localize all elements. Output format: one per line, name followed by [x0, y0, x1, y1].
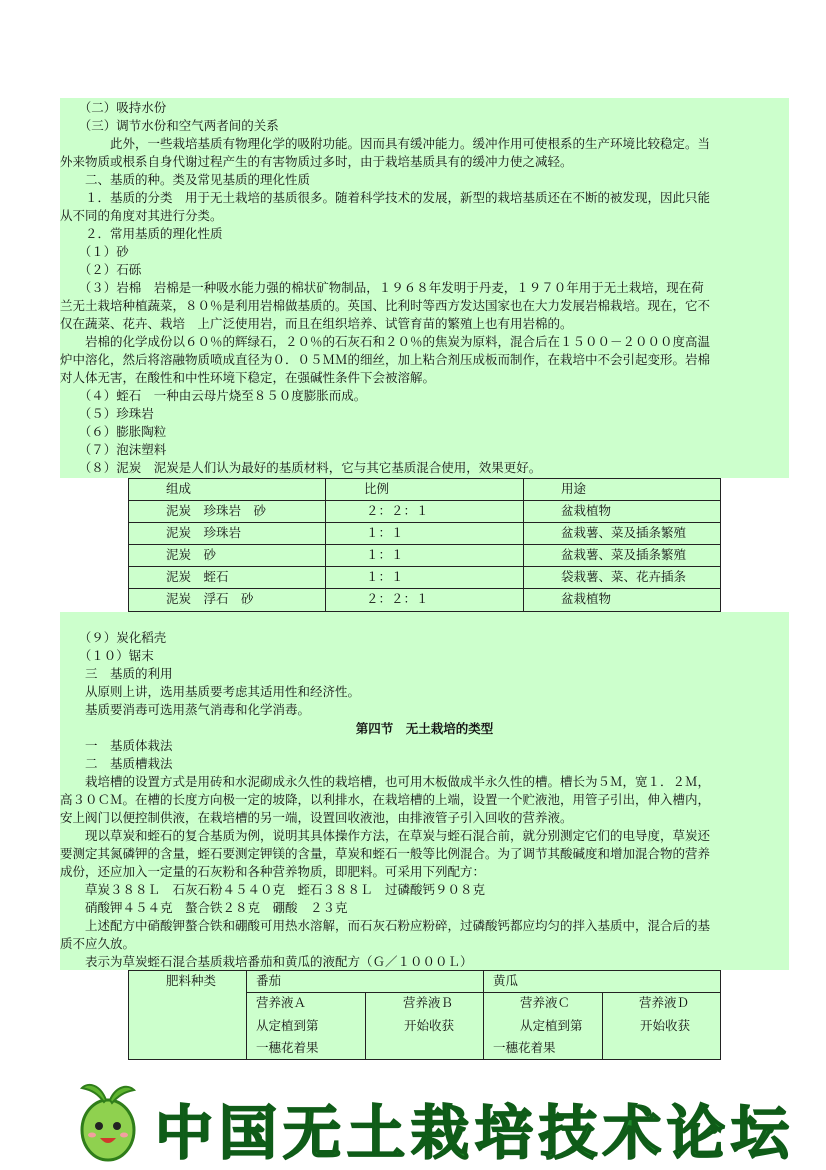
text-line: 此外，一些栽培基质有物理化学的吸附功能。因而具有缓冲能力。缓冲作用可使根系的生产环境比较稳定。当: [60, 136, 711, 151]
table-row: ２：２：１: [366, 591, 429, 606]
text-line: 上述配方中硝酸钾螯合铁和硼酸可用热水溶解，而石灰石粉应粉碎，过磷酸钙都应均匀的拌入基质中，混合后的基: [60, 918, 711, 933]
text-line: （三）调节水份和空气两者间的关系: [60, 118, 279, 133]
crop-cucumber-header: 黄瓜: [493, 973, 519, 988]
text-line: 岩棉的化学成份以６０％的辉绿石，２０％的石灰石和２０％的焦炭为原料，混合后在１５００－２０００度高温: [60, 334, 711, 349]
table-row: 盆栽薯、菜及插条繁殖: [561, 547, 687, 562]
text-block-substrate-types: [60, 98, 789, 478]
solution-a-header: 营养液Ａ: [256, 995, 307, 1010]
text-line: （６）膨胀陶粒: [60, 424, 167, 439]
text-line: （７）泡沫塑料: [60, 442, 167, 457]
section-title: 第四节 无土栽培的类型: [355, 721, 494, 736]
table1-header-use: 用途: [561, 481, 587, 496]
text-line: （８）泥炭 泥炭是人们认为最好的基质材料，它与其它基质混合使用，效果更好。: [60, 460, 542, 475]
text-line: （１０）锯末: [60, 648, 154, 663]
text-line: 炉中溶化，然后将溶融物质喷成直径为０．０５ＭＭ的细丝，加上粘合剂压成板而制作，在栽培中不会引起变形。岩棉: [60, 352, 711, 367]
forum-logo-text: 中国无土栽培技术论坛: [155, 1099, 796, 1167]
substrate-mix-table: [128, 478, 721, 612]
solution-d-header: 营养液Ｄ: [639, 995, 690, 1010]
text-line: 质不应久放。: [60, 936, 136, 951]
text-line: 现以草炭和蛭石的复合基质为例，说明其具体操作方法，在草炭与蛭石混合前，就分别测定它们的电导度，草炭还: [60, 828, 711, 843]
solution-c-header: 营养液Ｃ: [520, 995, 571, 1010]
table-row: 泥炭 砂: [166, 547, 217, 562]
crop-tomato-header: 番茄: [256, 973, 282, 988]
table-row: 盆栽植物: [561, 591, 612, 606]
text-line: 成份，还应加入一定量的石灰粉和各种营养物质，即肥料。可采用下列配方：: [60, 864, 486, 879]
table-row: 泥炭 浮石 砂: [166, 591, 254, 606]
table-row: 盆栽薯、菜及插条繁殖: [561, 525, 687, 540]
text-line: 外来物质或根系自身代谢过程产生的有害物质过多时，由于栽培基质具有的缓冲力使之减轻。: [60, 154, 573, 169]
table1-header-ratio: 比例: [364, 481, 390, 496]
text-line: 要测定其氮磷钾的含量，蛭石要测定钾镁的含量，草炭和蛭石一般等比例混合。为了调节其酸碱度和增加混合物的营养: [60, 846, 711, 861]
table-row: ２：２：１: [366, 503, 429, 518]
table-row: 盆栽植物: [561, 503, 612, 518]
text-line: （３）岩棉 岩棉是一种吸水能力强的棉状矿物制品，１９６８年发明于丹麦，１９７０年用于无土栽培，现在荷: [60, 280, 704, 295]
text-line: １．基质的分类 用于无土栽培的基质很多。随着科学技术的发展，新型的栽培基质还在不断的被发现，因此只能: [60, 190, 711, 205]
text-line: 基质要消毒可选用蒸气消毒和化学消毒。: [60, 702, 311, 717]
text-line: （５）珍珠岩: [60, 406, 154, 421]
text-line: 三 基质的利用: [60, 666, 173, 681]
text-line: 栽培槽的设置方式是用砖和水泥砌成永久性的栽培槽，也可用木板做成半永久性的槽。槽长为５Ｍ，宽１．２Ｍ，: [60, 774, 711, 789]
table-row: 泥炭 珍珠岩: [166, 525, 242, 540]
text-line: （４）蛭石 一种由云母片烧至８５０度膨胀而成。: [60, 388, 367, 403]
text-block-substrate-use: [60, 612, 789, 970]
text-line: （９）炭化稻壳: [60, 630, 167, 645]
text-line: 从原则上讲，选用基质要考虑其适用性和经济性。: [60, 684, 361, 699]
stage-c-line1: 从定植到第: [520, 1018, 583, 1033]
text-line: 兰无土栽培种植蔬菜，８０％是利用岩棉做基质的。英国、比利时等西方发达国家也在大力发展岩棉栽培。现在，它不: [60, 298, 711, 313]
text-line: 对人体无害，在酸性和中性环境下稳定，在强碱性条件下会被溶解。: [60, 370, 436, 385]
forum-logo: [70, 1078, 796, 1167]
text-line: 安上阀门以便控制供液，在栽培槽的另一端，设置回收液池，由排液管子引入回收的营养液。: [60, 810, 573, 825]
fertilizer-type-header: 肥料种类: [166, 973, 217, 988]
solution-b-header: 营养液Ｂ: [403, 995, 454, 1010]
text-line: 二、基质的种。类及常见基质的理化性质: [60, 172, 311, 187]
table-row: 泥炭 珍珠岩 砂: [166, 503, 267, 518]
text-line: 草炭３８８Ｌ 石灰石粉４５４０克 蛭石３８８Ｌ 过磷酸钙９０８克: [60, 882, 486, 897]
sprout-mascot-icon: [70, 1078, 150, 1164]
text-line: 从不同的角度对其进行分类。: [60, 208, 223, 223]
table-row: 泥炭 蛭石: [166, 569, 229, 584]
table-row: １：１: [366, 547, 404, 562]
text-line: （２）石砾: [60, 262, 142, 277]
nutrient-formula-table: [128, 970, 721, 1060]
table1-header-composition: 组成: [166, 481, 192, 496]
text-line: 二 基质槽栽法: [60, 756, 173, 771]
text-line: 高３０ＣＭ。在槽的长度方向极一定的坡降，以利排水，在栽培槽的上端，设置一个贮液池，用管子引出，伸入槽内，: [60, 792, 711, 807]
text-line: （二）吸持水份: [60, 100, 167, 115]
stage-a-line1: 从定植到第: [256, 1018, 319, 1033]
text-line: （１）砂: [60, 244, 129, 259]
text-line: 仅在蔬菜、花卉、栽培 上广泛使用岩，而且在组织培养、试管育苗的繁殖上也有用岩棉的。: [60, 316, 573, 331]
stage-a-line2: 一穗花着果: [256, 1040, 319, 1055]
stage-b: 开始收获: [404, 1018, 455, 1033]
table-row: １：１: [366, 569, 404, 584]
stage-d: 开始收获: [640, 1018, 691, 1033]
stage-c-line2: 一穗花着果: [493, 1040, 556, 1055]
text-line: 表示为草炭蛭石混合基质栽培番茄和黄瓜的液配方（Ｇ／１０００Ｌ）: [60, 954, 473, 969]
text-line: 一 基质体栽法: [60, 738, 173, 753]
table-row: １：１: [366, 525, 404, 540]
text-line: 硝酸钾４５４克 螯合铁２８克 硼酸 ２３克: [60, 900, 348, 915]
text-line: ２．常用基质的理化性质: [60, 226, 223, 241]
table-row: 袋栽薯、菜、花卉插条: [561, 569, 687, 584]
